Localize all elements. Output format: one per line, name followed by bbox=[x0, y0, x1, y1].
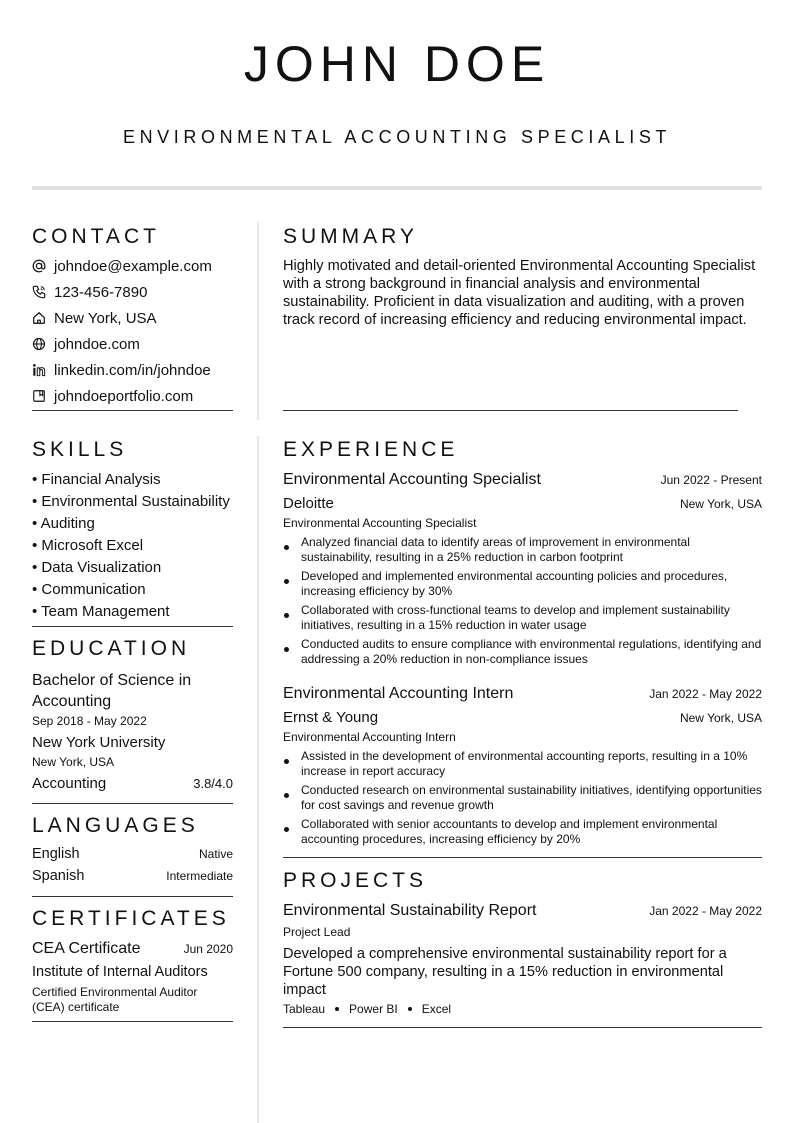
contact-linkedin-text: linkedin.com/in/johndoe bbox=[54, 361, 211, 379]
education-field: Accounting bbox=[32, 775, 107, 792]
contact-divider bbox=[32, 410, 233, 411]
contact-linkedin[interactable] bbox=[32, 360, 211, 380]
separator-dot-icon bbox=[335, 1007, 339, 1011]
bullet-text: Assisted in the development of environmental accounting reports, resulting in a 10% increase in report accuracy bbox=[301, 749, 748, 778]
home-icon bbox=[32, 311, 46, 325]
language-level: Intermediate bbox=[166, 869, 233, 883]
bullet-icon bbox=[283, 637, 301, 667]
certificates-heading: CERTIFICATES bbox=[32, 907, 230, 930]
education-degree: Bachelor of Science in Accounting bbox=[32, 672, 192, 710]
contact-website[interactable] bbox=[32, 334, 140, 354]
skill-item: • Auditing bbox=[32, 515, 95, 532]
bullet-text: Conducted audits to ensure compliance with environmental regulations, identifying and addressing a 20% reduction in non-compliance issues bbox=[301, 637, 762, 666]
job-bullets bbox=[283, 749, 763, 851]
languages-divider bbox=[32, 896, 233, 897]
job-company-row bbox=[283, 495, 762, 512]
skill-item: • Team Management bbox=[32, 603, 170, 620]
certificate-name: CEA Certificate bbox=[32, 940, 141, 957]
project-dates: Jan 2022 - May 2022 bbox=[649, 904, 762, 918]
tool-tag: Power BI bbox=[349, 1002, 398, 1016]
education-field-row bbox=[32, 775, 233, 792]
language-row bbox=[32, 846, 233, 862]
education-dates: Sep 2018 - May 2022 bbox=[32, 714, 147, 728]
contact-heading: CONTACT bbox=[32, 225, 160, 248]
job-location: New York, USA bbox=[679, 711, 762, 725]
job-title: ENVIRONMENTAL ACCOUNTING SPECIALIST bbox=[122, 127, 672, 147]
bullet-text: Conducted research on environmental sustainability initiatives, identifying opportunities for cost savings and revenue growth bbox=[301, 783, 762, 812]
column-divider bbox=[257, 436, 259, 1123]
skills-list bbox=[32, 469, 242, 623]
job-location: New York, USA bbox=[679, 497, 762, 511]
summary-text: Highly motivated and detail-oriented Environmental Accounting Specialist with a strong background in financial analysis and environmental sustainability. Proficient in data visualization and auditing, with a proven track record of increasing efficiency and reducing environmental impact. bbox=[283, 258, 756, 328]
project-header bbox=[283, 902, 762, 920]
certificates-divider bbox=[32, 1021, 233, 1022]
contact-location-text: New York, USA bbox=[54, 309, 157, 327]
list-item bbox=[283, 569, 763, 599]
summary-divider bbox=[283, 410, 738, 411]
job-header bbox=[283, 471, 762, 489]
education-divider bbox=[32, 803, 233, 804]
separator-dot-icon bbox=[408, 1007, 412, 1011]
education-school: New York University bbox=[32, 734, 166, 751]
bullet-icon bbox=[283, 817, 301, 847]
list-item bbox=[283, 749, 763, 779]
job-company: Ernst & Young bbox=[283, 709, 379, 726]
language-row bbox=[32, 868, 233, 884]
list-item bbox=[283, 637, 763, 667]
languages-heading: LANGUAGES bbox=[32, 814, 199, 837]
certificate-date: Jun 2020 bbox=[183, 942, 233, 956]
education-heading: EDUCATION bbox=[32, 637, 191, 660]
linkedin-icon bbox=[32, 363, 46, 377]
list-item bbox=[283, 535, 763, 565]
projects-heading: PROJECTS bbox=[283, 869, 428, 892]
skill-item: • Communication bbox=[32, 581, 146, 598]
job-header bbox=[283, 685, 762, 703]
globe-icon bbox=[32, 337, 46, 351]
contact-email[interactable] bbox=[32, 256, 212, 276]
certificate-description: Certified Environmental Auditor (CEA) certificate bbox=[32, 985, 198, 1014]
projects-divider bbox=[283, 1027, 762, 1028]
bullet-text: Developed and implemented environmental accounting policies and procedures, increasing efficiency by 30% bbox=[301, 569, 728, 598]
experience-heading: EXPERIENCE bbox=[283, 438, 459, 461]
job-dates: Jun 2022 - Present bbox=[660, 473, 762, 487]
list-item bbox=[283, 783, 763, 813]
contact-email-text: johndoe@example.com bbox=[54, 257, 212, 275]
bullet-text: Collaborated with cross-functional teams to develop and implement sustainability initiatives, resulting in a 15% reduction in water usage bbox=[301, 603, 730, 632]
job-title: Environmental Accounting Intern bbox=[283, 685, 514, 702]
contact-website-text: johndoe.com bbox=[54, 335, 140, 353]
education-gpa: 3.8/4.0 bbox=[193, 776, 233, 791]
project-role: Project Lead bbox=[283, 925, 351, 939]
language-level: Native bbox=[198, 847, 233, 861]
tool-tag: Excel bbox=[421, 1002, 452, 1016]
skill-item: • Microsoft Excel bbox=[32, 537, 144, 554]
skill-item: • Financial Analysis bbox=[32, 471, 161, 488]
summary-heading: SUMMARY bbox=[283, 225, 418, 248]
certificate-row bbox=[32, 940, 233, 958]
project-description: Developed a comprehensive environmental sustainability report for a Fortune 500 company, resulting in a 15% reduction in environmental impact bbox=[283, 946, 727, 998]
tool-tag: Tableau bbox=[283, 1002, 326, 1016]
certificate-issuer: Institute of Internal Auditors bbox=[32, 964, 208, 980]
bullet-icon bbox=[283, 783, 301, 813]
contact-location bbox=[32, 308, 157, 328]
at-icon bbox=[32, 259, 46, 273]
project-tools bbox=[283, 1002, 451, 1016]
job-role: Environmental Accounting Intern bbox=[283, 730, 456, 744]
experience-divider bbox=[283, 857, 762, 858]
language-name: English bbox=[32, 846, 80, 862]
skills-divider bbox=[32, 626, 233, 627]
education-location: New York, USA bbox=[32, 755, 115, 769]
job-company-row bbox=[283, 709, 762, 726]
bullet-text: Analyzed financial data to identify areas of improvement in environmental sustainability, resulting in a 25% reduction in carbon footprint bbox=[301, 535, 690, 564]
resume-name: JOHN DOE bbox=[243, 36, 551, 92]
bullet-text: Collaborated with senior accountants to develop and implement environmental accounting procedures, increasing efficiency by 20% bbox=[301, 817, 718, 846]
bullet-icon bbox=[283, 603, 301, 633]
skill-item: • Data Visualization bbox=[32, 559, 162, 576]
language-name: Spanish bbox=[32, 868, 85, 884]
portfolio-icon bbox=[32, 389, 46, 403]
contact-portfolio[interactable] bbox=[32, 386, 193, 406]
contact-portfolio-text: johndoeportfolio.com bbox=[54, 387, 194, 405]
job-role: Environmental Accounting Specialist bbox=[283, 516, 477, 530]
skills-heading: SKILLS bbox=[32, 438, 128, 461]
header-divider bbox=[32, 186, 762, 190]
contact-phone-text: 123-456-7890 bbox=[54, 283, 148, 301]
job-bullets bbox=[283, 535, 763, 671]
contact-phone[interactable] bbox=[32, 282, 147, 302]
list-item bbox=[283, 603, 763, 633]
list-item bbox=[283, 817, 763, 847]
phone-icon bbox=[32, 285, 46, 299]
column-divider bbox=[257, 222, 259, 420]
job-title: Environmental Accounting Specialist bbox=[283, 471, 541, 488]
bullet-icon bbox=[283, 569, 301, 599]
bullet-icon bbox=[283, 749, 301, 779]
project-title: Environmental Sustainability Report bbox=[283, 902, 537, 919]
bullet-icon bbox=[283, 535, 301, 565]
job-company: Deloitte bbox=[283, 495, 334, 512]
skill-item: • Environmental Sustainability bbox=[32, 493, 230, 510]
job-dates: Jan 2022 - May 2022 bbox=[649, 687, 762, 701]
